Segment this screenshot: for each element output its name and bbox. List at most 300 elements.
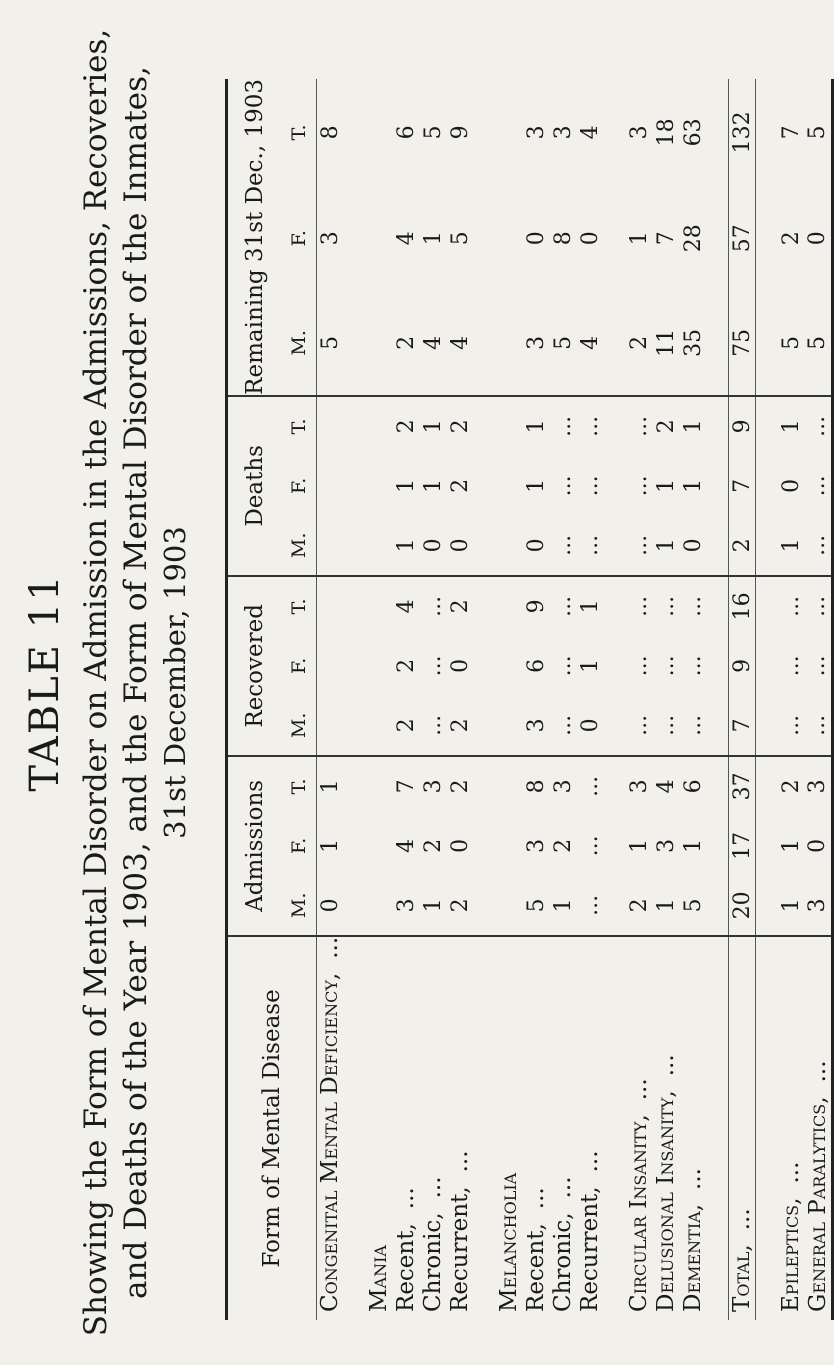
value-cell: 6: [393, 125, 419, 140]
value-cell: 1: [550, 898, 576, 913]
value-cell: 6: [523, 658, 549, 673]
value-cell: 1: [626, 231, 652, 246]
value-cell: 4: [653, 756, 680, 816]
table-body: [317, 79, 833, 1320]
spacer-cell: [604, 636, 626, 696]
value-cell: 5: [805, 335, 830, 350]
leader-dots: ...: [680, 1168, 706, 1190]
table-row: [550, 79, 577, 1320]
sub-header-f: F.: [283, 186, 317, 291]
value-cell: 1: [653, 538, 679, 553]
spacer-cell: [707, 756, 729, 816]
row-label: Total,: [729, 1244, 755, 1312]
spacer-cell: [604, 816, 626, 876]
value-cell: 17: [729, 816, 756, 876]
value-cell: 1: [523, 396, 550, 456]
value-cell: 8: [523, 756, 550, 816]
sub-header-m: M.: [283, 876, 317, 936]
value-cell: 5: [420, 125, 446, 140]
spacer-cell: [756, 636, 778, 696]
leader-dots: ...: [804, 1060, 831, 1083]
row-label: Mania: [366, 1245, 392, 1312]
value-cell: [496, 876, 523, 936]
spacer-cell: [707, 636, 729, 696]
value-cell: [366, 186, 393, 291]
statistics-table: [225, 79, 834, 1320]
value-cell: 2: [729, 516, 756, 576]
table-row: [805, 79, 833, 1320]
value-cell: [496, 186, 523, 291]
value-cell: 7: [653, 231, 679, 246]
spacer-cell: [474, 876, 496, 936]
value-cell: [496, 396, 523, 456]
spacer-cell: [344, 696, 366, 756]
row-label: Chronic,: [420, 1212, 446, 1312]
spacer-cell: [604, 291, 626, 396]
row-label: Congenital Mental Deficiency,: [317, 972, 344, 1312]
row-label-cell: [523, 936, 550, 1320]
value-cell: 8: [550, 231, 576, 246]
row-label: Dementia,: [680, 1203, 706, 1312]
value-cell: 20: [729, 876, 756, 936]
leader-dots: ...: [420, 1176, 446, 1199]
value-cell: 7: [393, 756, 420, 816]
value-cell: ...: [577, 756, 604, 816]
leader-dots: ...: [653, 1054, 679, 1077]
spacer-cell: [344, 876, 366, 936]
value-cell: ...: [805, 534, 830, 556]
value-cell: ...: [805, 576, 833, 636]
spacer-cell: [707, 876, 729, 936]
value-cell: 2: [447, 396, 474, 456]
value-cell: ...: [550, 655, 576, 677]
spacer-cell: [474, 696, 496, 756]
value-cell: 0: [805, 838, 830, 853]
spacer-cell: [474, 456, 496, 516]
value-cell: ...: [778, 655, 804, 677]
row-label-cell: [550, 936, 577, 1320]
value-cell: [317, 516, 344, 576]
value-cell: 1: [420, 396, 447, 456]
leader-dots: ...: [317, 936, 344, 959]
table-row: [778, 79, 805, 1320]
value-cell: [366, 456, 393, 516]
value-cell: 5: [317, 335, 343, 350]
value-cell: 0: [778, 478, 804, 493]
value-cell: 4: [577, 335, 603, 350]
value-cell: ...: [805, 396, 833, 456]
value-cell: ...: [778, 714, 804, 736]
spacer-cell: [344, 816, 366, 876]
value-cell: 5: [778, 335, 804, 350]
value-cell: 1: [420, 478, 446, 493]
value-cell: 11: [653, 328, 679, 357]
value-cell: 0: [805, 231, 830, 246]
row-label: General Paralytics,: [804, 1096, 831, 1312]
value-cell: [496, 456, 523, 516]
row-label: Melancholia: [496, 1172, 522, 1312]
value-cell: ...: [550, 396, 577, 456]
table-row: [366, 79, 393, 1320]
value-cell: ...: [805, 714, 830, 736]
value-cell: 8: [317, 125, 343, 140]
row-label-cell: [447, 936, 474, 1320]
value-cell: 1: [523, 478, 549, 493]
value-cell: 3: [523, 718, 549, 733]
value-cell: 3: [523, 838, 549, 853]
spacer-cell: [344, 186, 366, 291]
value-cell: ...: [420, 714, 446, 736]
spacer-cell: [344, 936, 366, 1320]
leader-dots: ...: [729, 1208, 755, 1231]
value-cell: 4: [393, 576, 420, 636]
value-cell: 1: [393, 538, 419, 553]
spacer-cell: [474, 816, 496, 876]
value-cell: [366, 816, 393, 876]
spacer-cell: [707, 186, 729, 291]
table-row: [577, 79, 604, 1320]
value-cell: 0: [523, 538, 549, 553]
value-cell: ...: [577, 894, 603, 916]
spacer-cell: [474, 291, 496, 396]
spacer-cell: [344, 291, 366, 396]
value-cell: 3: [805, 756, 833, 816]
recovered-header: Recovered: [227, 576, 283, 756]
value-cell: 4: [393, 231, 419, 246]
value-cell: 7: [729, 456, 756, 516]
value-cell: ...: [550, 714, 576, 736]
value-cell: 18: [653, 118, 679, 147]
spacer-cell: [604, 516, 626, 576]
spacer-cell: [707, 456, 729, 516]
value-cell: 4: [447, 335, 473, 350]
row-label-cell: [653, 936, 680, 1320]
value-cell: [366, 756, 393, 816]
value-cell: [496, 816, 523, 876]
spacer-cell: [707, 291, 729, 396]
sub-header-t: T.: [283, 756, 317, 816]
value-cell: 1: [317, 838, 343, 853]
leader-dots: ...: [393, 1187, 419, 1210]
leader-dots: ...: [626, 1078, 652, 1101]
sub-header-t: T.: [283, 396, 317, 456]
value-cell: [496, 696, 523, 756]
spacer-cell: [344, 636, 366, 696]
value-cell: ...: [577, 835, 603, 857]
spacer-cell: [707, 936, 729, 1320]
sub-header-m: M.: [283, 696, 317, 756]
table-subtitle-line-2: and Deaths of the Year 1903, and the Form of Mental Disorder of the Inmates,: [118, 66, 154, 1299]
value-cell: 3: [626, 756, 653, 816]
sub-header-f: F.: [283, 816, 317, 876]
value-cell: 2: [393, 718, 419, 733]
value-cell: 3: [420, 756, 447, 816]
value-cell: 2: [653, 396, 680, 456]
spacer-cell: [756, 79, 778, 186]
spacer-cell: [707, 816, 729, 876]
row-label-cell: [577, 936, 604, 1320]
value-cell: 0: [447, 538, 473, 553]
value-cell: 2: [393, 658, 419, 673]
value-cell: ...: [626, 475, 652, 497]
value-cell: 4: [420, 335, 446, 350]
value-cell: 3: [523, 335, 549, 350]
value-cell: 3: [523, 125, 549, 140]
value-cell: 9: [729, 636, 756, 696]
value-cell: 2: [778, 231, 804, 246]
form-of-disease-header: Form of Mental Disease: [227, 936, 317, 1320]
value-cell: 1: [680, 396, 707, 456]
value-cell: 16: [729, 576, 756, 636]
value-cell: 2: [393, 396, 420, 456]
value-cell: ...: [626, 655, 652, 677]
spacer-cell: [474, 79, 496, 186]
value-cell: 1: [577, 576, 604, 636]
row-label-cell: [778, 936, 805, 1320]
value-cell: 1: [680, 478, 706, 493]
row-label: Circular Insanity,: [626, 1114, 652, 1312]
value-cell: ...: [805, 655, 830, 677]
row-label-cell: [805, 936, 833, 1320]
value-cell: 2: [550, 838, 576, 853]
value-cell: 5: [805, 125, 830, 140]
spacer-cell: [344, 456, 366, 516]
value-cell: ...: [577, 396, 604, 456]
value-cell: ...: [420, 655, 446, 677]
value-cell: 0: [577, 718, 603, 733]
spacer-cell: [474, 576, 496, 636]
value-cell: 0: [680, 538, 706, 553]
value-cell: 5: [523, 898, 549, 913]
table-row: [447, 79, 474, 1320]
value-cell: 1: [420, 231, 446, 246]
value-cell: [366, 291, 393, 396]
total-row: [729, 79, 756, 1320]
spacer-cell: [756, 396, 778, 456]
spacer-cell: [756, 936, 778, 1320]
spacer-cell: [344, 516, 366, 576]
spacer-cell: [707, 79, 729, 186]
spacer-cell: [344, 576, 366, 636]
value-cell: 3: [550, 756, 577, 816]
spacer-cell: [756, 696, 778, 756]
row-label: Delusional Insanity,: [653, 1090, 679, 1312]
value-cell: [496, 79, 523, 186]
value-cell: 2: [447, 478, 473, 493]
value-cell: 7: [729, 696, 756, 756]
value-cell: ...: [778, 576, 805, 636]
spacer-cell: [707, 396, 729, 456]
value-cell: 1: [420, 898, 446, 913]
value-cell: 3: [805, 898, 830, 913]
value-cell: 0: [523, 231, 549, 246]
value-cell: 1: [778, 898, 804, 913]
value-cell: 2: [393, 335, 419, 350]
value-cell: 3: [550, 125, 576, 140]
value-cell: 0: [447, 838, 473, 853]
table-subtitle-line-3: 31st December, 1903: [158, 526, 192, 839]
value-cell: ...: [420, 576, 447, 636]
admissions-header: Admissions: [227, 756, 283, 936]
value-cell: 2: [420, 838, 446, 853]
value-cell: 0: [447, 658, 473, 673]
table-row: [680, 79, 707, 1320]
spacer-cell: [604, 696, 626, 756]
row-label-cell: [680, 936, 707, 1320]
spacer-cell: [344, 79, 366, 186]
value-cell: [496, 636, 523, 696]
spacer-cell: [604, 936, 626, 1320]
value-cell: 2: [447, 576, 474, 636]
value-cell: ...: [680, 655, 706, 677]
leader-dots: ...: [523, 1187, 549, 1210]
value-cell: [366, 876, 393, 936]
value-cell: ...: [550, 576, 577, 636]
spacer-cell: [604, 396, 626, 456]
spacer-cell: [474, 516, 496, 576]
value-cell: 1: [653, 478, 679, 493]
value-cell: [496, 516, 523, 576]
value-cell: [366, 636, 393, 696]
value-cell: 1: [778, 396, 805, 456]
table-row: [523, 79, 550, 1320]
spacer-cell: [474, 636, 496, 696]
value-cell: 3: [393, 898, 419, 913]
value-cell: [317, 396, 344, 456]
value-cell: 2: [626, 335, 652, 350]
spacer-cell: [756, 291, 778, 396]
row-label: Recent,: [523, 1223, 549, 1312]
value-cell: ...: [680, 576, 707, 636]
value-cell: [366, 516, 393, 576]
spacer-cell: [474, 396, 496, 456]
value-cell: 6: [680, 756, 707, 816]
row-label: Chronic,: [550, 1212, 576, 1312]
value-cell: 3: [653, 838, 679, 853]
value-cell: 1: [778, 838, 804, 853]
spacer-cell: [604, 456, 626, 516]
value-cell: 132: [729, 79, 756, 186]
spacer-cell: [344, 396, 366, 456]
row-label-cell: [626, 936, 653, 1320]
leader-dots: ...: [550, 1176, 576, 1199]
value-cell: 9: [447, 125, 473, 140]
spacer-cell: [604, 186, 626, 291]
value-cell: 5: [680, 898, 706, 913]
row-label-cell: [366, 936, 393, 1320]
value-cell: 28: [680, 224, 706, 253]
table-row: [317, 79, 344, 1320]
leader-dots: ...: [447, 1150, 473, 1173]
row-label: Recurrent,: [577, 1186, 603, 1312]
value-cell: ...: [577, 534, 603, 556]
sub-header-m: M.: [283, 291, 317, 396]
sub-header-f: F.: [283, 456, 317, 516]
value-cell: [496, 291, 523, 396]
value-cell: 2: [778, 756, 805, 816]
spacer-cell: [604, 756, 626, 816]
value-cell: 5: [447, 231, 473, 246]
row-label-cell: [393, 936, 420, 1320]
value-cell: [496, 756, 523, 816]
leader-dots: ...: [778, 1161, 804, 1184]
value-cell: ...: [577, 475, 603, 497]
sub-header-t: T.: [283, 79, 317, 186]
value-cell: ...: [626, 714, 652, 736]
table-row: [653, 79, 680, 1320]
value-cell: 9: [729, 396, 756, 456]
value-cell: 37: [729, 756, 756, 816]
row-label: Recurrent,: [447, 1186, 473, 1312]
value-cell: 2: [447, 718, 473, 733]
value-cell: ...: [550, 534, 576, 556]
value-cell: 0: [317, 898, 343, 913]
value-cell: 2: [447, 756, 474, 816]
row-label-cell: [729, 936, 756, 1320]
table-row: [393, 79, 420, 1320]
spacer-cell: [756, 456, 778, 516]
spacer-cell: [707, 516, 729, 576]
value-cell: [317, 456, 344, 516]
sub-header-m: M.: [283, 516, 317, 576]
spacer-cell: [707, 576, 729, 636]
spacer-cell: [756, 186, 778, 291]
value-cell: 35: [680, 328, 706, 357]
spacer-cell: [474, 186, 496, 291]
value-cell: [366, 576, 393, 636]
value-cell: 7: [778, 125, 804, 140]
value-cell: [317, 576, 344, 636]
remaining-header: Remaining 31st Dec., 1903: [227, 79, 283, 396]
value-cell: 3: [626, 125, 652, 140]
value-cell: ...: [680, 714, 706, 736]
table-subtitle-line-1: Showing the Form of Mental Disorder on Admission in the Admissions, Recoveries,: [78, 28, 114, 1337]
spacer-cell: [604, 79, 626, 186]
value-cell: 3: [317, 231, 343, 246]
leader-dots: ...: [577, 1150, 603, 1173]
value-cell: 0: [577, 231, 603, 246]
spacer-cell: [344, 756, 366, 816]
row-label: Recent,: [393, 1223, 419, 1312]
value-cell: 4: [393, 838, 419, 853]
table-row: [626, 79, 653, 1320]
value-cell: ...: [653, 714, 679, 736]
value-cell: [366, 79, 393, 186]
value-cell: 5: [550, 335, 576, 350]
row-label: Epileptics,: [778, 1197, 804, 1312]
value-cell: 1: [680, 838, 706, 853]
spacer-cell: [756, 576, 778, 636]
value-cell: 1: [577, 658, 603, 673]
value-cell: [317, 636, 344, 696]
value-cell: 75: [729, 291, 756, 396]
value-cell: 0: [420, 538, 446, 553]
table-row: [420, 79, 447, 1320]
value-cell: 1: [778, 538, 804, 553]
spacer-cell: [756, 516, 778, 576]
value-cell: ...: [653, 576, 680, 636]
value-cell: ...: [626, 396, 653, 456]
spacer-cell: [604, 876, 626, 936]
table-title: TABLE 11: [22, 573, 68, 792]
spacer-cell: [756, 816, 778, 876]
value-cell: ...: [550, 475, 576, 497]
value-cell: 9: [523, 576, 550, 636]
value-cell: 57: [729, 186, 756, 291]
value-cell: [317, 696, 344, 756]
value-cell: 1: [317, 756, 344, 816]
value-cell: 2: [447, 898, 473, 913]
